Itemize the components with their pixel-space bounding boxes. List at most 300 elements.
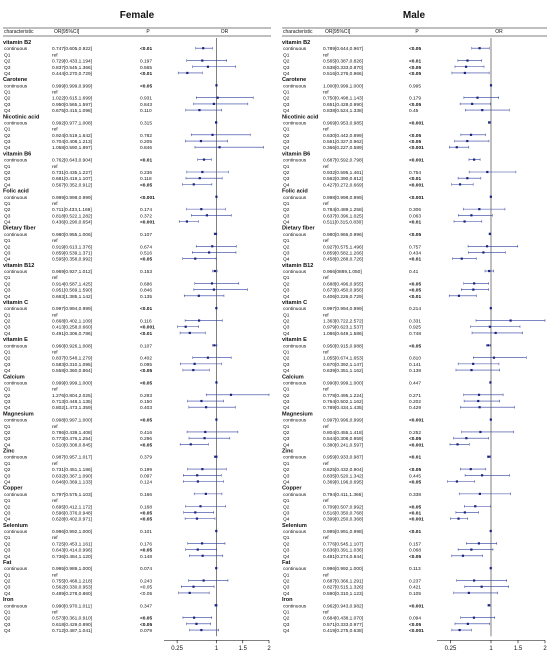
ref-label: ref <box>323 239 329 245</box>
row-label: Q2 <box>4 579 11 585</box>
p-value: <0.05 <box>409 282 422 288</box>
ref-label: ref <box>323 164 329 170</box>
p-value: 0.516 <box>140 251 153 257</box>
x-tick-label: 2 <box>543 646 547 651</box>
or-ci-value: 0.651[0.428,0.990] <box>323 102 364 108</box>
or-point <box>202 555 204 557</box>
row-label: Q2 <box>283 430 290 436</box>
row-label: Q2 <box>4 616 11 622</box>
p-value: <0.01 <box>409 177 422 183</box>
row-label: Q4 <box>4 257 11 263</box>
or-point <box>459 629 461 631</box>
p-value: <0.01 <box>409 220 422 226</box>
column-header-characteristic: characteristic <box>283 29 313 35</box>
or-point <box>463 220 465 222</box>
or-ci-value: 0.571[0.333,0.977] <box>323 622 364 628</box>
row-label: Q1 <box>4 164 11 170</box>
p-value: 0.105 <box>409 591 422 597</box>
or-ci-value: 1.022[0.615,1.699] <box>52 96 93 102</box>
or-ci-value: 0.750[0.498,1.143] <box>323 96 364 102</box>
row-label: Q2 <box>4 133 11 139</box>
x-tick-label: 1.5 <box>513 646 523 651</box>
p-value: <0.001 <box>409 183 424 189</box>
p-value: 0.995 <box>409 84 422 90</box>
p-value: 0.168 <box>140 505 153 511</box>
row-label: continuous <box>283 567 307 573</box>
row-label: Q4 <box>4 146 11 152</box>
column-header-or: OR <box>220 29 229 35</box>
ref-label: ref <box>323 127 329 133</box>
p-value: <0.05 <box>409 437 422 443</box>
row-label: continuous <box>283 604 307 610</box>
or-point <box>457 518 459 520</box>
p-value: 0.45 <box>409 109 419 115</box>
row-label: Q2 <box>283 542 290 548</box>
or-point <box>193 617 195 619</box>
p-value: 0.094 <box>409 616 422 622</box>
ref-label: ref <box>52 53 58 59</box>
p-value: 0.199 <box>140 468 153 474</box>
or-ci-value: 0.675[0.415,1.098] <box>52 109 93 115</box>
group-label: vitamin C <box>282 299 308 306</box>
ref-label: ref <box>323 536 329 542</box>
p-value: <0.05 <box>140 591 153 597</box>
row-label: Q1 <box>4 573 11 579</box>
p-value: <0.05 <box>409 232 422 238</box>
p-value: 0.379 <box>140 455 153 461</box>
row-label: Q1 <box>283 536 290 542</box>
or-point <box>478 394 480 396</box>
row-label: continuous <box>283 270 307 276</box>
row-label: Q3 <box>4 362 11 368</box>
p-value: <0.05 <box>409 344 422 350</box>
or-point <box>194 258 196 260</box>
row-label: Q3 <box>4 548 11 554</box>
or-point <box>489 233 491 235</box>
p-value: 0.565 <box>140 65 153 71</box>
x-tick-label: 0.25 <box>444 646 457 651</box>
p-value: 0.434 <box>409 251 422 257</box>
row-label: Q2 <box>283 96 290 102</box>
row-label: Q3 <box>283 177 290 183</box>
row-label: continuous <box>283 158 307 164</box>
or-ci-value: 0.491[0.306,0.786] <box>52 331 93 337</box>
or-point <box>192 369 194 371</box>
row-label: Q4 <box>4 294 11 300</box>
row-label: Q4 <box>283 220 290 226</box>
p-value: <0.05 <box>409 288 422 294</box>
group-label: Copper <box>3 485 23 492</box>
ref-label: ref <box>52 461 58 467</box>
or-ci-value: 0.997[0.996,0.999] <box>323 418 364 424</box>
row-label: Q2 <box>4 356 11 362</box>
p-value: <0.05 <box>409 47 422 53</box>
p-value: <0.05 <box>409 505 422 511</box>
or-point <box>217 97 219 99</box>
or-ci-value: 0.835[0.520,1.342] <box>323 474 364 480</box>
row-label: Q4 <box>283 591 290 597</box>
ref-label: ref <box>323 573 329 579</box>
p-value: 0.068 <box>409 548 422 554</box>
p-value: <0.001 <box>409 418 424 424</box>
or-ci-value: 0.516[0.276,0.966] <box>323 71 364 77</box>
row-label: Q3 <box>283 102 290 108</box>
row-label: Q1 <box>4 424 11 430</box>
or-ci-value: 0.794[0.411,1.366] <box>323 492 363 498</box>
or-point <box>214 233 216 235</box>
row-label: Q2 <box>4 319 11 325</box>
or-point <box>489 326 491 328</box>
row-label: Q4 <box>4 109 11 115</box>
row-label: continuous <box>283 344 307 350</box>
or-ci-value: 0.687[0.366,1.291] <box>323 579 364 585</box>
p-value: 0.306 <box>409 208 422 214</box>
row-label: Q4 <box>283 480 290 486</box>
row-label: Q1 <box>283 424 290 430</box>
or-point <box>214 270 216 272</box>
row-label: Q2 <box>4 59 11 65</box>
or-point <box>490 307 492 309</box>
p-value: <0.05 <box>409 554 422 560</box>
row-label: Q3 <box>283 585 290 591</box>
p-value: 0.110 <box>140 109 152 115</box>
p-value: 0.931 <box>140 96 153 102</box>
p-value: <0.01 <box>140 331 153 337</box>
row-label: Q2 <box>283 616 290 622</box>
row-label: Q3 <box>283 288 290 294</box>
group-label: Carotene <box>3 77 28 84</box>
or-ci-value: 0.419[0.275,0.638] <box>323 629 364 635</box>
ref-label: ref <box>323 90 329 96</box>
p-value: 0.372 <box>140 214 153 220</box>
row-label: continuous <box>283 418 307 424</box>
or-point <box>490 418 492 420</box>
row-label: Q4 <box>4 629 11 635</box>
or-ci-value: 0.736[0.484,1.120] <box>52 554 93 560</box>
or-point <box>215 456 217 458</box>
or-point <box>198 319 200 321</box>
row-label: Q2 <box>4 430 11 436</box>
row-label: Q3 <box>4 177 11 183</box>
p-value: 0.101 <box>140 530 153 536</box>
row-label: continuous <box>4 307 28 313</box>
row-label: Q3 <box>283 251 290 257</box>
ref-label: ref <box>52 424 58 430</box>
group-label: Dietary fiber <box>282 225 315 232</box>
or-point <box>215 567 217 569</box>
row-label: Q4 <box>4 71 11 77</box>
column-header-p: P <box>415 29 419 35</box>
row-label: continuous <box>283 232 307 238</box>
or-point <box>207 357 209 359</box>
or-ci-value: 0.995[0.991,0.998] <box>323 530 364 536</box>
or-point <box>456 443 458 445</box>
or-ci-value: 0.992[0.977,1.008] <box>52 121 93 127</box>
p-value: 0.41 <box>409 270 419 276</box>
p-value: <0.05 <box>140 418 153 424</box>
or-point <box>478 542 480 544</box>
p-value: <0.05 <box>140 511 153 517</box>
or-point <box>490 84 492 86</box>
or-point <box>193 183 195 185</box>
or-point <box>215 604 217 606</box>
p-value: 0.236 <box>140 170 153 176</box>
p-value: 0.421 <box>409 585 422 591</box>
or-point <box>470 548 472 550</box>
or-point <box>479 431 481 433</box>
or-ci-value: 0.919[0.613,1.376] <box>52 245 93 251</box>
row-label: Q4 <box>283 369 290 375</box>
or-point <box>495 332 497 334</box>
p-value: 0.166 <box>140 492 153 498</box>
p-value: <0.001 <box>409 443 424 449</box>
or-ci-value: 0.673[0.450,0.956] <box>323 288 364 294</box>
ref-label: ref <box>52 239 58 245</box>
or-ci-value: 0.997[0.994,0.999] <box>52 307 93 313</box>
or-ci-value: 0.625[0.432,0.904] <box>323 468 364 474</box>
row-label: Q1 <box>283 573 290 579</box>
or-point <box>481 586 483 588</box>
or-ci-value: 1.055[0.674,1.653] <box>323 356 364 362</box>
or-ci-value: 0.481[0.274,0.844] <box>323 554 364 560</box>
p-value: <0.001 <box>409 629 424 635</box>
or-point <box>206 214 208 216</box>
row-label: Q2 <box>4 542 11 548</box>
or-ci-value: 0.628[0.402,0.971] <box>52 517 93 523</box>
p-value: 0.331 <box>409 319 422 325</box>
or-point <box>470 468 472 470</box>
row-label: Q2 <box>283 505 290 511</box>
p-value: <0.01 <box>409 257 422 263</box>
ref-label: ref <box>323 53 329 59</box>
or-ci-value: 0.366[0.227,0.589] <box>323 146 364 152</box>
ref-label: ref <box>323 387 329 393</box>
or-point <box>192 586 194 588</box>
or-ci-value: 0.962[0.943,0.982] <box>323 604 364 610</box>
or-point <box>465 437 467 439</box>
row-label: Q1 <box>4 127 11 133</box>
row-label: Q1 <box>4 313 11 319</box>
p-value: 0.846 <box>140 146 153 152</box>
or-point <box>215 530 217 532</box>
or-point <box>205 406 207 408</box>
or-ci-value: 0.573[0.361,0.910] <box>52 616 93 622</box>
row-label: Q1 <box>4 90 11 96</box>
or-point <box>510 319 512 321</box>
row-label: continuous <box>283 121 307 127</box>
row-label: Q2 <box>283 245 290 251</box>
or-point <box>215 307 217 309</box>
row-label: Q1 <box>4 536 11 542</box>
row-label: Q3 <box>4 400 11 406</box>
row-label: continuous <box>4 84 28 90</box>
or-ci-value: 0.637[0.396,1.025] <box>323 214 364 220</box>
or-ci-value: 0.704[0.408,1.213] <box>52 140 93 146</box>
or-point <box>218 146 220 148</box>
or-point <box>198 109 200 111</box>
or-point <box>487 344 489 346</box>
or-ci-value: 0.837[0.548,1.279] <box>52 356 93 362</box>
group-label: Fat <box>3 559 12 566</box>
row-label: Q1 <box>4 350 11 356</box>
row-label: Q1 <box>4 201 11 207</box>
or-ci-value: 0.827[0.515,1.326] <box>323 585 364 591</box>
row-label: continuous <box>283 84 307 90</box>
or-ci-value: 0.789[0.644,0.967] <box>323 47 364 53</box>
group-label: Folic acid <box>282 188 308 195</box>
row-label: Q4 <box>4 554 11 560</box>
or-point <box>476 97 478 99</box>
row-label: Q4 <box>4 331 11 337</box>
p-value: <0.05 <box>140 381 153 387</box>
or-point <box>493 357 495 359</box>
or-ci-value: 0.789[0.434,1.435] <box>323 406 364 412</box>
ref-label: ref <box>52 313 58 319</box>
or-point <box>203 159 205 161</box>
p-value: 0.686 <box>140 282 153 288</box>
row-label: Q3 <box>4 325 11 331</box>
p-value: 0.445 <box>409 474 422 480</box>
p-value: <0.001 <box>409 158 424 164</box>
row-label: Q3 <box>4 251 11 257</box>
or-ci-value: 0.458[0.288,0.726] <box>323 257 364 263</box>
p-value: 0.141 <box>409 362 422 368</box>
or-point <box>213 103 215 105</box>
row-label: continuous <box>4 530 28 536</box>
or-point <box>215 418 217 420</box>
group-label: Zinc <box>3 448 15 455</box>
or-point <box>490 530 492 532</box>
p-value: <0.05 <box>140 517 153 523</box>
x-tick-label: 1 <box>214 646 219 651</box>
p-value: <0.01 <box>409 294 422 300</box>
or-ci-value: 0.688[0.496,0.955] <box>323 282 364 288</box>
or-point <box>456 480 458 482</box>
or-point <box>490 196 492 198</box>
row-label: Q4 <box>4 183 11 189</box>
or-point <box>203 437 205 439</box>
or-ci-value: 0.562[0.390,0.812] <box>323 177 364 183</box>
row-label: Q4 <box>283 257 290 263</box>
p-value: <0.05 <box>140 585 153 591</box>
or-point <box>215 84 217 86</box>
p-value: <0.001 <box>409 195 424 201</box>
row-label: Q2 <box>283 579 290 585</box>
or-point <box>472 289 474 291</box>
or-point <box>489 381 491 383</box>
p-value: <0.05 <box>140 622 153 628</box>
or-ci-value: 0.636[0.391,1.036] <box>323 548 364 554</box>
or-point <box>211 282 213 284</box>
row-label: Q4 <box>283 629 290 635</box>
p-value: 0.748 <box>409 331 422 337</box>
row-label: Q1 <box>283 387 290 393</box>
or-point <box>471 103 473 105</box>
p-value: <0.05 <box>140 257 153 263</box>
row-label: continuous <box>283 307 307 313</box>
row-label: Q3 <box>4 622 11 628</box>
row-label: continuous <box>4 418 28 424</box>
row-label: Q4 <box>283 183 290 189</box>
p-value: <0.001 <box>409 146 424 152</box>
or-point <box>204 431 206 433</box>
ref-label: ref <box>52 90 58 96</box>
group-label: vitamin C <box>3 299 29 306</box>
row-label: Q1 <box>4 387 11 393</box>
row-label: continuous <box>4 455 28 461</box>
row-label: Q3 <box>283 511 290 517</box>
row-label: continuous <box>4 492 28 498</box>
row-label: Q1 <box>283 90 290 96</box>
or-ci-value: 1.000[0.999,1.000] <box>323 84 364 90</box>
p-value: 0.674 <box>140 245 153 251</box>
or-point <box>213 344 215 346</box>
p-value: 0.205 <box>140 140 153 146</box>
or-point <box>488 456 490 458</box>
or-ci-value: 0.927[0.575,1.496] <box>323 245 364 251</box>
or-ci-value: 0.932[0.595,1.461] <box>323 170 364 176</box>
or-ci-value: 0.489[0.278,0.860] <box>52 591 93 597</box>
row-label: continuous <box>4 47 28 53</box>
or-ci-value: 0.837[0.545,1.366] <box>52 65 93 71</box>
p-value: 0.150 <box>140 400 153 406</box>
or-point <box>456 146 458 148</box>
row-label: Q3 <box>283 548 290 554</box>
or-point <box>198 295 200 297</box>
or-ci-value: 0.950[0.565,1.597] <box>52 102 93 108</box>
or-point <box>186 72 188 74</box>
row-label: continuous <box>283 47 307 53</box>
row-label: Q2 <box>4 96 11 102</box>
p-value: 0.237 <box>409 579 422 585</box>
p-value: 0.447 <box>409 381 422 387</box>
p-value: 0.416 <box>140 430 153 436</box>
or-ci-value: 0.859[0.582,1.266] <box>323 251 364 257</box>
or-point <box>474 505 476 507</box>
row-label: Q3 <box>283 437 290 443</box>
or-point <box>486 171 488 173</box>
or-point <box>465 66 467 68</box>
column-header-or-ci: OR[95%CI] <box>325 29 351 35</box>
row-label: Q2 <box>4 282 11 288</box>
p-value: <0.01 <box>409 455 422 461</box>
group-label: vitamin B12 <box>282 262 314 269</box>
row-label: continuous <box>4 121 28 127</box>
row-label: Q3 <box>4 214 11 220</box>
row-label: Q3 <box>283 622 290 628</box>
p-value: 0.202 <box>409 400 422 406</box>
or-ci-value: 0.596[0.376,0.948] <box>52 511 93 517</box>
row-label: Q2 <box>283 282 290 288</box>
x-tick-label: 1.5 <box>238 646 247 651</box>
row-label: Q1 <box>283 313 290 319</box>
row-label: Q2 <box>283 393 290 399</box>
or-ci-value: 0.838[0.524,1.338] <box>323 109 364 115</box>
group-label: Folic acid <box>3 188 29 195</box>
or-point <box>208 251 210 253</box>
ref-label: ref <box>52 164 58 170</box>
column-header-characteristic: characteristic <box>4 29 34 35</box>
p-value: <0.05 <box>409 480 422 486</box>
row-label: continuous <box>4 270 28 276</box>
column-header-or-ci: OR[95%CI] <box>54 29 80 35</box>
or-point <box>201 171 203 173</box>
or-ci-value: 0.399[0.250,0.368] <box>323 517 364 523</box>
row-label: Q2 <box>283 59 290 65</box>
row-label: Q1 <box>283 239 290 245</box>
or-point <box>490 567 492 569</box>
x-tick-label: 2 <box>267 646 271 651</box>
